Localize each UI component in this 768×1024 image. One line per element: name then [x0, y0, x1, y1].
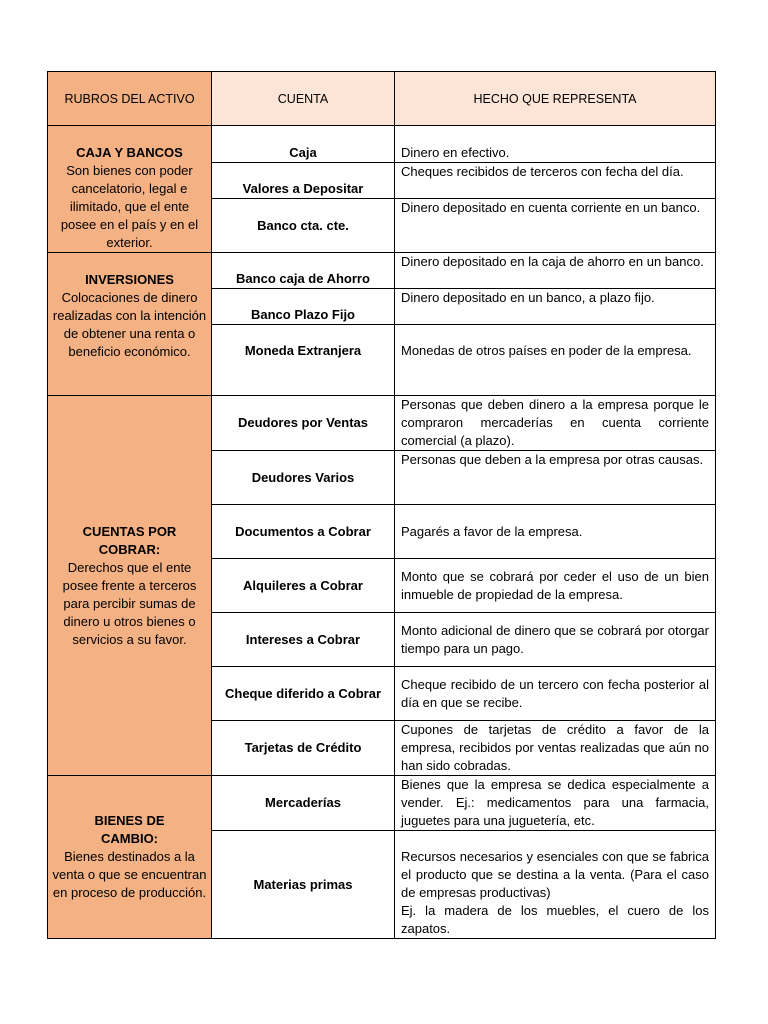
hecho-cell — [395, 126, 716, 163]
hecho-cell — [395, 613, 716, 667]
table-row — [48, 253, 716, 289]
hecho-cell — [395, 289, 716, 325]
hecho-cell — [395, 325, 716, 396]
hecho-text: Dinero depositado en la caja de ahorro en un banco. — [401, 254, 704, 269]
hecho-text: Cheque recibido de un tercero con fecha posterior al día en que se recibe. — [401, 676, 709, 710]
header-hecho: HECHO QUE REPRESENTA — [395, 72, 716, 126]
hecho-text: Cupones de tarjetas de crédito a favor de la empresa, recibidos por ventas realizadas que aún no han sido cobradas. — [401, 722, 709, 773]
hecho-text: Pagarés a favor de la empresa. — [401, 523, 583, 539]
rubro-title: CAJA Y BANCOS — [76, 145, 183, 160]
hecho-text: Bienes que la empresa se dedica especialmente a vender. Ej.: medicamentos para una farmacia, juguetes para una juguetería, etc. — [401, 777, 709, 828]
rubro-inversiones — [48, 253, 212, 396]
rubro-caja-bancos — [48, 126, 212, 253]
cuenta-cell: Alquileres a Cobrar — [212, 559, 395, 613]
rubro-cuentas-por-cobrar — [48, 396, 212, 776]
cuenta-cell: Deudores por Ventas — [212, 396, 395, 451]
header-row — [48, 72, 716, 126]
rubro-title: INVERSIONES — [85, 272, 174, 287]
hecho-text: Personas que deben dinero a la empresa porque le compraron mercaderías en cuenta corriente comercial (a plazo). — [401, 397, 709, 448]
rubro-description: Son bienes con poder cancelatorio, legal e ilimitado, que el ente posee en el país y en el exterior. — [60, 163, 199, 250]
table-row — [48, 126, 716, 163]
cuenta-cell: Banco Plazo Fijo — [212, 289, 395, 325]
cuenta-cell: Moneda Extranjera — [212, 325, 395, 396]
hecho-cell — [395, 199, 716, 253]
hecho-cell — [395, 831, 716, 939]
table-row — [48, 776, 716, 831]
cuenta-cell: Valores a Depositar — [212, 162, 395, 199]
hecho-cell — [395, 162, 716, 199]
hecho-text: Personas que deben a la empresa por otras causas. — [401, 452, 704, 467]
header-rubros: RUBROS DEL ACTIVO — [48, 72, 212, 126]
hecho-text: Dinero en efectivo. — [401, 144, 510, 160]
hecho-text: Cheques recibidos de terceros con fecha del día. — [401, 163, 684, 179]
rubro-bienes-de-cambio — [48, 776, 212, 939]
hecho-cell — [395, 667, 716, 721]
hecho-text: Monto que se cobrará por ceder el uso de un bien inmueble de propiedad de la empresa. — [401, 568, 709, 602]
activo-table — [47, 71, 716, 939]
cuenta-cell: Caja — [212, 126, 395, 163]
cuenta-cell: Documentos a Cobrar — [212, 505, 395, 559]
rubro-description: Derechos que el ente posee frente a terceros para percibir sumas de dinero u otros bienes o servicios a su favor. — [62, 559, 197, 647]
rubro-title: CUENTAS POR COBRAR: — [82, 523, 177, 557]
cuenta-cell: Materias primas — [212, 831, 395, 939]
hecho-text: Dinero depositado en un banco, a plazo fijo. — [401, 290, 655, 305]
cuenta-cell: Intereses a Cobrar — [212, 613, 395, 667]
rubro-title: BIENES DE CAMBIO: — [94, 813, 165, 846]
hecho-cell — [395, 253, 716, 289]
cuenta-cell: Banco cta. cte. — [212, 199, 395, 253]
cuenta-cell: Banco caja de Ahorro — [212, 253, 395, 289]
header-cuenta: CUENTA — [212, 72, 395, 126]
hecho-cell — [395, 396, 716, 451]
hecho-cell — [395, 451, 716, 505]
cuenta-cell: Mercaderías — [212, 776, 395, 831]
hecho-cell — [395, 721, 716, 776]
hecho-text: Monedas de otros países en poder de la empresa. — [401, 343, 692, 358]
cuenta-cell: Tarjetas de Crédito — [212, 721, 395, 776]
cuenta-cell: Cheque diferido a Cobrar — [212, 667, 395, 721]
hecho-text: Recursos necesarios y esenciales con que se fabrica el producto que se destina a la venta. (Para el caso de empresas productivas) — [401, 849, 709, 900]
cuenta-cell: Deudores Varios — [212, 451, 395, 505]
hecho-cell — [395, 505, 716, 559]
hecho-extra-text: Ej. la madera de los muebles, el cuero de los zapatos. — [401, 903, 709, 936]
table-row — [48, 396, 716, 451]
hecho-cell — [395, 559, 716, 613]
hecho-cell — [395, 776, 716, 831]
rubro-description: Bienes destinados a la venta o que se encuentran en proceso de producción. — [52, 849, 207, 900]
rubro-description: Colocaciones de dinero realizadas con la intención de obtener una renta o beneficio económico. — [52, 290, 207, 359]
hecho-text: Monto adicional de dinero que se cobrará por otorgar tiempo para un pago. — [401, 622, 709, 656]
hecho-text: Dinero depositado en cuenta corriente en un banco. — [401, 200, 701, 216]
